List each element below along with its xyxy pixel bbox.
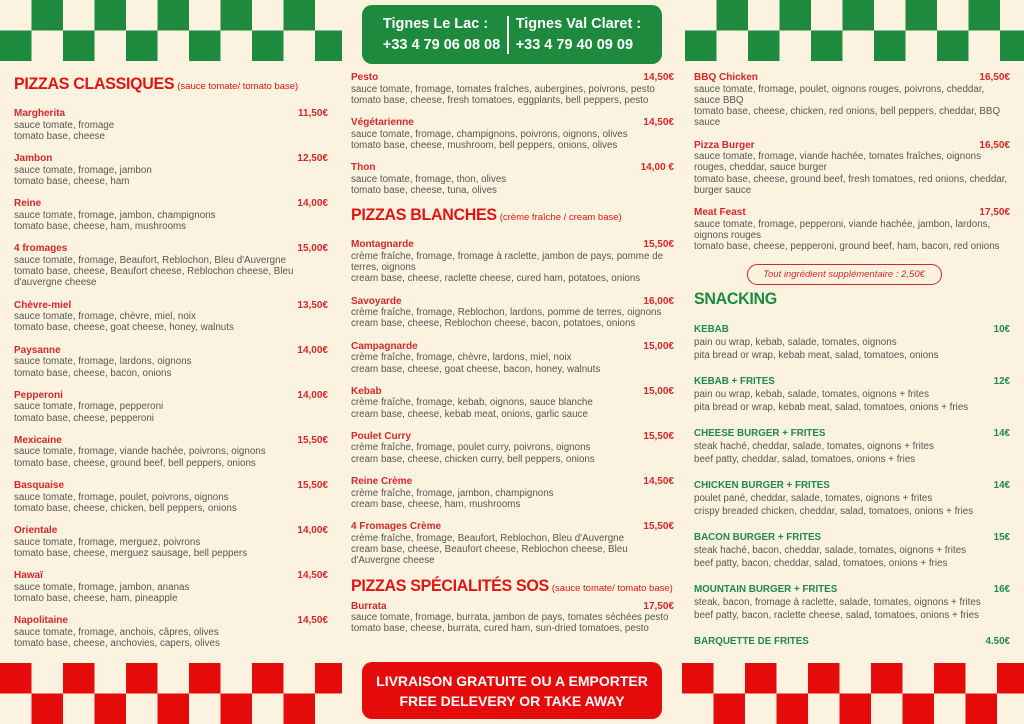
menu-item (351, 72, 674, 106)
item-description-fr: sauce tomate, fromage, jambon, champignons (14, 209, 216, 221)
item-name: Kebab (351, 385, 382, 397)
item-name: Pizza Burger (694, 139, 755, 151)
item-price: 14,00€ (297, 344, 328, 356)
section-title: PIZZAS BLANCHES (351, 206, 497, 225)
item-name: Hawaï (14, 570, 43, 582)
item-description-en: cream base, cheese, goat cheese, bacon, honey, walnuts (351, 363, 601, 375)
item-header (351, 476, 674, 488)
item-description-fr: sauce tomate, fromage (14, 119, 115, 131)
item-description-fr: sauce tomate, fromage, tomates fraîches, aubergines, poivrons, pesto (351, 83, 655, 95)
item-price: 14,00€ (297, 198, 328, 210)
item-description-fr: steak, bacon, fromage à raclette, salade, tomates, oignons + frites (694, 596, 981, 608)
item-header (351, 341, 674, 353)
item-description-fr: poulet pané, cheddar, salade, tomates, oignons + frites (694, 492, 933, 504)
item-description-en: cream base, cheese, kebab meat, onions, garlic sauce (351, 408, 588, 420)
item-price: 14,50€ (297, 570, 328, 582)
item-header (351, 162, 674, 174)
menu-item (351, 521, 674, 566)
item-header (694, 479, 1010, 492)
menu-column-right (694, 72, 1010, 661)
item-name: KEBAB (694, 323, 729, 335)
item-price: 16,00€ (643, 295, 674, 307)
item-description-fr: crème fraîche, fromage, Reblochon, lardons, pomme de terres, oignons (351, 307, 662, 319)
item-description-fr: sauce tomate, fromage, merguez, poivrons (14, 536, 201, 548)
item-header (14, 390, 328, 402)
item-header (14, 300, 328, 312)
item-name: Montagnarde (351, 239, 414, 251)
item-description-en: pita bread or wrap, kebab meat, salad, tomatoes, onions + fries (694, 401, 969, 413)
item-header (351, 601, 674, 613)
menu-section (351, 207, 674, 566)
item-description-en: beef patty, bacon, raclette cheese, salad, tomatoes, onions + fries (694, 609, 979, 621)
item-description-en: beef patty, cheddar, salad, tomatoes, onions + fries (694, 453, 916, 465)
item-price: 15€ (993, 531, 1010, 543)
section-title: SNACKING (694, 290, 777, 309)
item-price: 15,00€ (297, 243, 328, 255)
menu-column-left (14, 76, 328, 660)
section-heading (351, 578, 674, 596)
item-price: 15,50€ (643, 521, 674, 533)
delivery-line-fr: LIVRAISON GRATUITE OU A EMPORTER (376, 672, 648, 689)
menu-item (351, 239, 674, 284)
menu-column-middle (351, 72, 674, 646)
item-description-fr: pain ou wrap, kebab, salade, tomates, oignons + frites (694, 388, 929, 400)
item-name: Napolitaine (14, 615, 68, 627)
item-description-fr: sauce tomate, fromage, poulet, oignons rouges, poivrons, cheddar, sauce BBQ (694, 83, 985, 106)
menu-item (694, 140, 1010, 197)
menu-item (694, 72, 1010, 129)
menu-item (694, 531, 1010, 570)
item-description-en: cream base, cheese, raclette cheese, cured ham, potatoes, onions (351, 273, 641, 285)
item-header (14, 153, 328, 165)
item-header (694, 323, 1010, 336)
item-description-fr: crème fraîche, fromage, chèvre, lardons, miel, noix (351, 352, 572, 364)
item-name: KEBAB + FRITES (694, 375, 775, 387)
item-price: 14,50€ (643, 117, 674, 129)
item-header (351, 117, 674, 129)
item-header (351, 72, 674, 84)
menu-item (14, 570, 328, 604)
item-name: Jambon (14, 153, 53, 165)
item-description-en: crispy breaded chicken, cheddar, salad, tomatoes, onions + fries (694, 505, 974, 517)
item-header (14, 345, 328, 357)
item-description-en: tomato base, cheese, Beaufort cheese, Reblochon cheese, Bleu d'auvergne cheese (14, 266, 294, 289)
item-price: 4.50€ (985, 635, 1010, 647)
checker-top-left (0, 0, 342, 61)
item-header (694, 72, 1010, 84)
item-description-en: tomato base, cheese, merguez sausage, bell peppers (14, 547, 248, 559)
item-price: 16,50€ (979, 72, 1010, 83)
item-price: 15,50€ (643, 239, 674, 251)
checker-bottom-right (682, 663, 1024, 724)
item-description-fr: sauce tomate, fromage, lardons, oignons (14, 356, 192, 368)
divider (507, 16, 509, 54)
item-header (14, 480, 328, 492)
menu-item (694, 427, 1010, 466)
item-header (694, 207, 1010, 219)
item-header (14, 615, 328, 627)
item-name: Pesto (351, 72, 379, 83)
item-description-en: tomato base, cheese, goat cheese, honey, walnuts (14, 322, 234, 334)
section-subtitle: (crème fraîche / cream base) (499, 212, 622, 224)
lac-label: Tignes Le Lac : (382, 15, 489, 32)
menu-item (351, 601, 674, 635)
menu-item (694, 583, 1010, 622)
menu-section (351, 578, 674, 635)
item-description-en: cream base, cheese, chicken curry, bell peppers, onions (351, 453, 595, 465)
item-price: 17,50€ (979, 207, 1010, 219)
delivery-banner (362, 662, 662, 719)
item-name: CHEESE BURGER + FRITES (694, 427, 826, 439)
item-description-en: cream base, cheese, Beaufort cheese, Reblochon cheese, Bleu d'Auvergne cheese (351, 543, 628, 567)
menu-item (351, 341, 674, 375)
item-header (694, 531, 1010, 544)
section-title: PIZZAS SPÉCIALITÉS SOS (351, 577, 549, 595)
item-name: BACON BURGER + FRITES (694, 531, 822, 543)
delivery-line-en: FREE DELEVERY OR TAKE AWAY (399, 692, 625, 709)
item-price: 15,50€ (297, 480, 328, 492)
item-description-fr: sauce tomate, fromage, Beaufort, Reblochon, Bleu d'Auvergne (14, 254, 286, 266)
item-description-en: tomato base, cheese, fresh tomatoes, eggplants, bell peppers, pesto (351, 94, 649, 106)
checker-bottom-left (0, 663, 342, 724)
item-description-fr: sauce tomate, fromage, jambon (14, 164, 152, 176)
menu-item (351, 431, 674, 465)
menu-item (694, 323, 1010, 362)
item-description-fr: crème fraîche, fromage, jambon, champignons (351, 487, 554, 499)
menu-item (14, 345, 328, 379)
item-description-fr: sauce tomate, fromage, chèvre, miel, noix (14, 311, 196, 323)
item-header (14, 198, 328, 210)
item-price: 11,50€ (297, 108, 328, 119)
item-description-fr: pain ou wrap, kebab, salade, tomates, oignons (694, 336, 897, 348)
item-name: Reine (14, 198, 42, 210)
item-description-fr: sauce tomate, fromage, burrata, jambon de pays, tomates séchées pesto (351, 612, 669, 624)
item-price: 14,50€ (643, 476, 674, 488)
item-header (14, 243, 328, 255)
item-header (14, 435, 328, 447)
menu-item (14, 243, 328, 288)
item-description-fr: crème fraîche, fromage, fromage à raclette, jambon de pays, pomme de terres, oignons (351, 250, 664, 274)
menu-item (14, 615, 328, 649)
claret-label: Tignes Val Claret : (515, 15, 642, 32)
menu-item (14, 198, 328, 232)
menu-item (14, 435, 328, 469)
checker-top-right (685, 0, 1024, 61)
item-description-en: tomato base, cheese, pepperoni, ground beef, ham, bacon, red onions (694, 241, 1000, 253)
menu-item (14, 480, 328, 514)
item-description-fr: sauce tomate, fromage, thon, olives (351, 173, 507, 185)
item-name: BBQ Chicken (694, 72, 758, 83)
item-price: 15,00€ (643, 340, 674, 352)
item-description-fr: steak haché, cheddar, salade, tomates, oignons + frites (694, 440, 934, 452)
menu-section (351, 72, 674, 196)
section-heading (14, 76, 328, 94)
menu-item (694, 207, 1010, 252)
item-description-en: tomato base, cheese, chicken, bell peppers, onions (14, 502, 237, 514)
item-price: 14,00 € (640, 162, 674, 174)
item-header (351, 386, 674, 398)
item-name: Thon (351, 162, 376, 174)
item-price: 15,00€ (643, 385, 674, 397)
lac-phone[interactable]: +33 4 79 06 08 08 (382, 36, 501, 53)
item-price: 14€ (993, 427, 1010, 439)
item-name: CHICKEN BURGER + FRITES (694, 479, 830, 491)
item-header (694, 583, 1010, 596)
item-description-en: tomato base, cheese, ground beef, bell peppers, onions (14, 457, 256, 469)
item-price: 14,50€ (643, 72, 674, 83)
menu-item (351, 117, 674, 151)
item-price: 15,50€ (297, 434, 328, 446)
item-header (694, 375, 1010, 388)
item-description-en: tomato base, cheese, ham, pineapple (14, 593, 178, 605)
item-name: Mexicaine (14, 434, 62, 446)
item-price: 13,50€ (297, 299, 328, 311)
item-description-en: pita bread or wrap, kebab meat, salad, tomatoes, onions (694, 349, 939, 361)
section-title: PIZZAS CLASSIQUES (14, 75, 175, 94)
menu-item (14, 108, 328, 142)
item-price: 10€ (993, 323, 1010, 335)
item-description-en: tomato base, cheese, mushroom, bell peppers, onions, olives (351, 139, 618, 151)
item-description-en: tomato base, cheese, ham (14, 175, 130, 187)
item-description-en: tomato base, cheese, burrata, cured ham, sun-dried tomatoes, pesto (351, 623, 649, 635)
item-name: Paysanne (14, 344, 61, 356)
claret-phone[interactable]: +33 4 79 40 09 09 (515, 36, 634, 53)
menu-section (14, 76, 328, 649)
item-name: Chèvre-miel (14, 299, 72, 311)
menu-item (14, 300, 328, 334)
item-header (694, 635, 1010, 648)
item-price: 17,50€ (643, 600, 674, 612)
item-description-en: beef patty, bacon, cheddar, salad, tomatoes, onions + fries (694, 557, 948, 569)
section-subtitle: (sauce tomate/ tomato base) (177, 81, 299, 92)
menu-item (14, 153, 328, 187)
item-price: 14,50€ (297, 615, 328, 627)
item-name: Poulet Curry (351, 430, 412, 442)
item-description-en: cream base, cheese, Reblochon cheese, bacon, potatoes, onions (351, 318, 636, 330)
item-description-en: tomato base, cheese, ground beef, fresh tomatoes, red onions, cheddar, burger sauce (694, 173, 1008, 197)
section-heading (694, 291, 1010, 309)
item-price: 14,00€ (297, 389, 328, 401)
item-name: Pepperoni (14, 389, 63, 401)
item-description-fr: crème fraîche, fromage, Beaufort, Reblochon, Bleu d'Auvergne (351, 532, 625, 544)
item-header (351, 521, 674, 533)
item-price: 12€ (993, 375, 1010, 387)
item-description-fr: sauce tomate, fromage, viande hachée, tomates fraîches, oignons rouges, cheddar, sauce burger (694, 151, 981, 174)
supplement-note: Tout ingrédient supplémentaire : 2,50€ (747, 264, 942, 285)
item-header (351, 296, 674, 308)
item-header (351, 431, 674, 443)
item-description-en: tomato base, cheese, ham, mushrooms (14, 220, 187, 232)
section-heading (351, 207, 674, 225)
item-description-en: tomato base, cheese (14, 130, 105, 142)
item-description-fr: crème fraîche, fromage, kebab, oignons, sauce blanche (351, 397, 593, 409)
item-header (14, 570, 328, 582)
item-header (14, 525, 328, 537)
item-name: Végétarienne (351, 117, 414, 129)
item-name: Campagnarde (351, 340, 418, 352)
item-header (351, 239, 674, 251)
menu-item (694, 479, 1010, 518)
item-description-fr: sauce tomate, fromage, viande hachée, poivrons, oignons (14, 446, 266, 458)
item-price: 16€ (993, 583, 1010, 595)
section-subtitle: (sauce tomate/ tomato base) (551, 582, 673, 594)
item-description-en: cream base, cheese, ham, mushrooms (351, 498, 521, 510)
menu-section (694, 72, 1010, 253)
menu-item (694, 375, 1010, 414)
item-name: Burrata (351, 600, 387, 612)
item-description-fr: crème fraîche, fromage, poulet curry, poivrons, oignons (351, 442, 591, 454)
item-price: 14€ (993, 479, 1010, 491)
item-name: Margherita (14, 108, 66, 119)
item-description-en: tomato base, cheese, pepperoni (14, 412, 154, 424)
menu-section (694, 264, 1010, 648)
item-description-fr: sauce tomate, fromage, anchois, câpres, olives (14, 626, 219, 638)
menu-item (694, 635, 1010, 648)
item-header (694, 140, 1010, 152)
item-header (14, 108, 328, 120)
item-description-en: tomato base, cheese, anchovies, capers, olives (14, 638, 220, 650)
item-price: 12,50€ (297, 153, 328, 165)
item-name: 4 fromages (14, 243, 68, 255)
item-name: Meat Feast (694, 207, 746, 219)
item-header (694, 427, 1010, 440)
menu-item (351, 476, 674, 510)
item-name: MOUNTAIN BURGER + FRITES (694, 583, 838, 595)
item-price: 14,00€ (297, 525, 328, 537)
menu-item (14, 525, 328, 559)
item-price: 15,50€ (643, 430, 674, 442)
item-description-fr: sauce tomate, fromage, jambon, ananas (14, 581, 190, 593)
item-name: Basquaise (14, 480, 65, 492)
menu-item (14, 390, 328, 424)
item-description-fr: sauce tomate, fromage, pepperoni, viande hachée, jambon, lardons, oignons rouges (694, 218, 991, 242)
item-description-fr: sauce tomate, fromage, poulet, poivrons, oignons (14, 491, 229, 503)
item-name: 4 Fromages Crème (351, 521, 442, 533)
menu-item (351, 162, 674, 196)
item-description-en: tomato base, cheese, tuna, olives (351, 184, 497, 196)
item-name: Reine Crème (351, 476, 413, 488)
phone-numbers-box (362, 5, 662, 64)
item-description-en: tomato base, cheese, bacon, onions (14, 367, 172, 379)
item-name: Orientale (14, 525, 58, 537)
item-description-fr: sauce tomate, fromage, champignons, poivrons, oignons, olives (351, 128, 628, 140)
item-description-fr: sauce tomate, fromage, pepperoni (14, 401, 164, 413)
menu-item (351, 296, 674, 330)
menu-item (351, 386, 674, 420)
item-description-fr: steak haché, bacon, cheddar, salade, tomates, oignons + frites (694, 544, 967, 556)
item-name: Savoyarde (351, 295, 402, 307)
item-description-en: tomato base, cheese, chicken, red onions, bell peppers, cheddar, BBQ sauce (694, 106, 1001, 129)
item-price: 16,50€ (979, 139, 1010, 151)
item-name: BARQUETTE DE FRITES (694, 635, 809, 647)
